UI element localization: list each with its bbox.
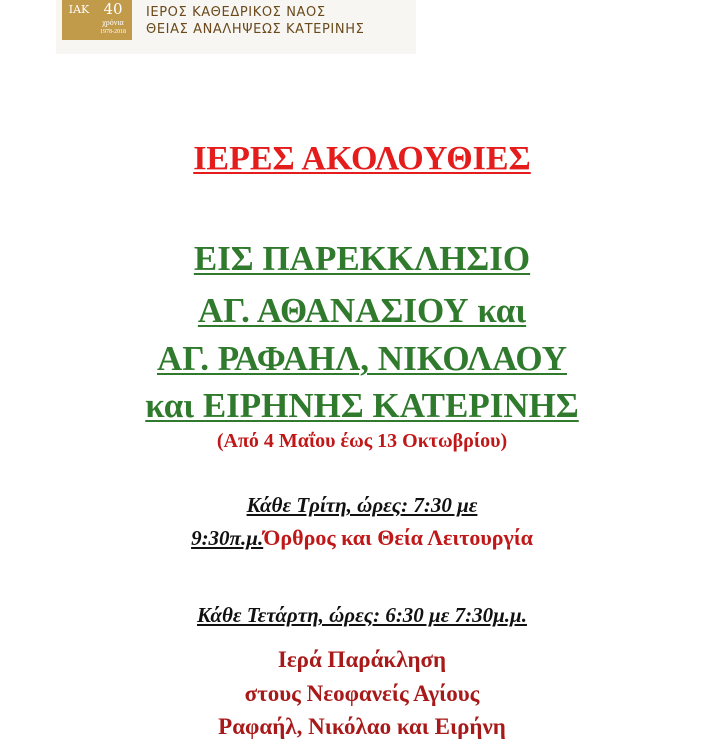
tuesday-schedule [0,493,724,518]
tuesday-end-time: 9:30π.μ. [191,526,264,550]
tuesday-service: Όρθρος και Θεία Λειτουργία [263,525,533,550]
wednesday-service-2: στους Νεοφανείς Αγίους [244,681,480,706]
logo-letters: ΙΑΚ [68,3,90,16]
chapel-line-4: και ΕΙΡΗΝΗΣ ΚΑΤΕΡΙΝΗΣ [145,386,579,425]
chapel-line-1: ΕΙΣ ΠΑΡΕΚΚΛΗΣΙΟ [193,239,531,278]
logo-anniversary-years: 1978-2018 [100,29,126,35]
tuesday-service-line [0,525,724,551]
wednesday-schedule [0,603,724,628]
logo-anniversary-number: 40 [103,0,123,18]
chapel-line-2: ΑΓ. ΑΘΑΝΑΣΙΟΥ και [197,291,527,330]
season-dates: (Από 4 Μαΐου έως 13 Οκτωβρίου) [216,430,508,452]
page-title: ΙΕΡΕΣ ΑΚΟΛΟΥΘΙΕΣ [193,140,531,177]
header [56,0,416,54]
header-church-name [146,4,364,38]
chapel-line-3: ΑΓ. ΡΑΦΑΗΛ, ΝΙΚΟΛΑΟΥ [156,339,568,378]
logo-anniversary-label: χρόνια [102,18,124,27]
wednesday-service-3: Ραφαήλ, Νικόλαο και Ειρήνη [218,714,506,739]
wednesday-service-1: Ιερά Παράκληση [277,647,447,672]
wednesday-hours: Κάθε Τετάρτη, ώρες: 6:30 με 7:30μ.μ. [197,603,527,627]
tuesday-hours: Κάθε Τρίτη, ώρες: 7:30 με [246,493,478,517]
header-line-1: ΙΕΡΟΣ ΚΑΘΕΔΡΙΚΟΣ ΝΑΟΣ [146,5,326,20]
church-logo [62,0,132,40]
header-line-2: ΘΕΙΑΣ ΑΝΑΛΗΨΕΩΣ ΚΑΤΕΡΙΝΗΣ [146,22,365,37]
